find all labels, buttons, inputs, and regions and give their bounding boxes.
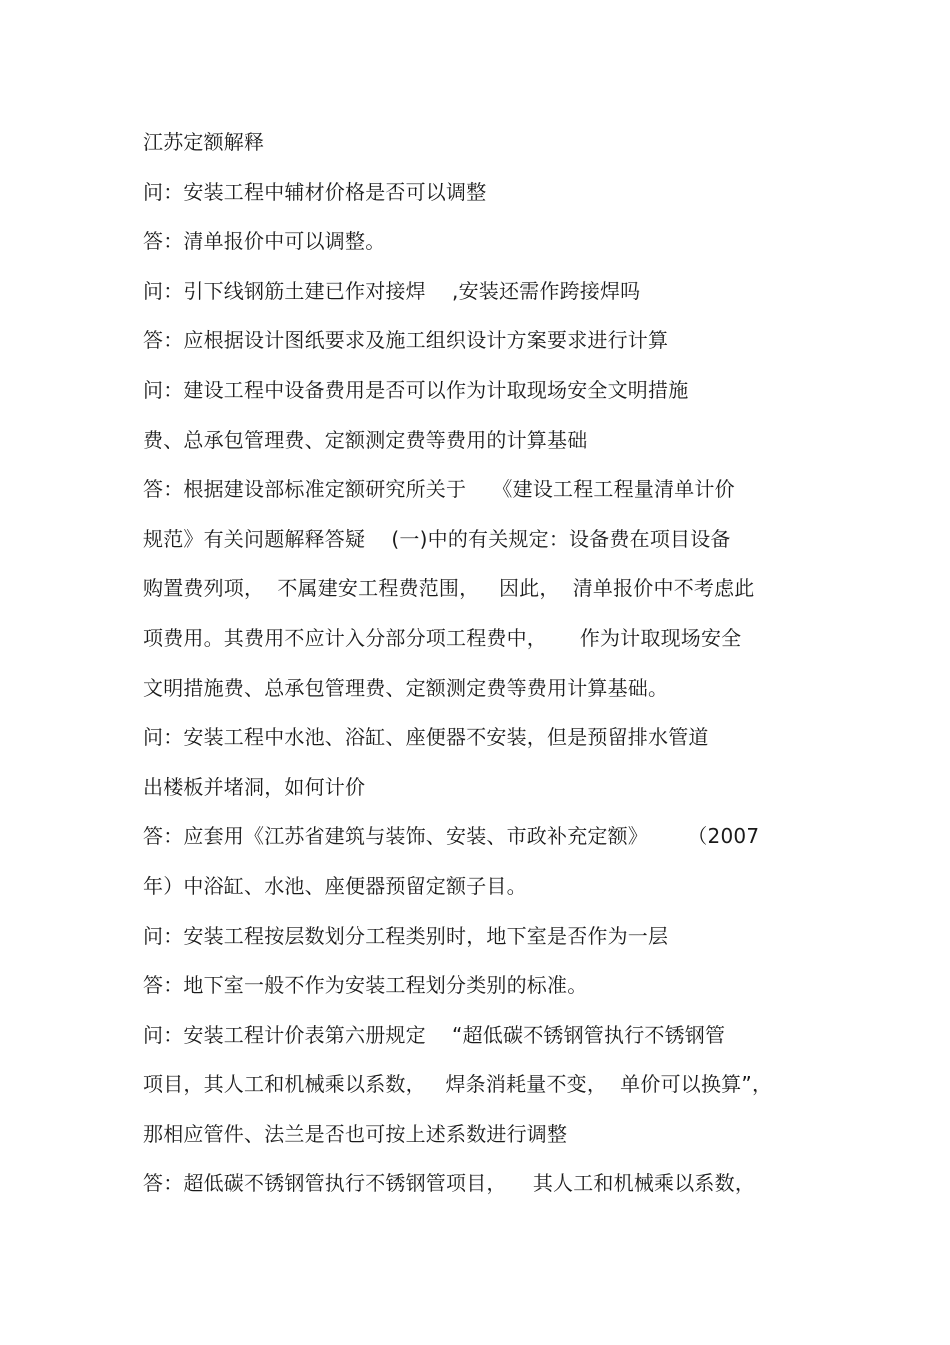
answer-line: 答：应套用《江苏省建筑与装饰、安装、市政补充定额》 （2007 bbox=[143, 824, 760, 849]
document-title: 江苏定额解释 bbox=[143, 130, 265, 154]
answer-line: 答：超低碳不锈钢管执行不锈钢管项目， 其人工和机械乘以系数， bbox=[143, 1171, 756, 1196]
answer-line-continued: 年）中浴缸、水池、座便器预留定额子目。 bbox=[143, 873, 527, 898]
question-line-continued: 出楼板并堵洞，如何计价 bbox=[143, 774, 366, 799]
answer-line: 答：根据建设部标准定额研究所关于 《建设工程工程量清单计价 bbox=[143, 477, 735, 502]
document-body bbox=[143, 128, 843, 1219]
answer-line: 答：地下室一般不作为安装工程划分类别的标准。 bbox=[143, 973, 588, 998]
question-line: 问：引下线钢筋土建已作对接焊 ,安装还需作跨接焊吗 bbox=[143, 278, 641, 303]
answer-line: 答：应根据设计图纸要求及施工组织设计方案要求进行计算 bbox=[143, 328, 669, 353]
answer-line-continued: 购置费列项， 不属建安工程费范围， 因此， 清单报价中不考虑此 bbox=[143, 576, 755, 601]
question-line: 问：安装工程中辅材价格是否可以调整 bbox=[143, 179, 487, 204]
question-line-continued: 费、总承包管理费、定额测定费等费用的计算基础 bbox=[143, 427, 588, 452]
question-line: 问：安装工程按层数划分工程类别时，地下室是否作为一层 bbox=[143, 923, 669, 948]
question-line: 问：建设工程中设备费用是否可以作为计取现场安全文明措施 bbox=[143, 377, 689, 402]
answer-line: 答：清单报价中可以调整。 bbox=[143, 229, 386, 254]
answer-line-continued: 规范》有关问题解释答疑 (一)中的有关规定：设备费在项目设备 bbox=[143, 526, 731, 551]
question-line: 问：安装工程中水池、浴缸、座便器不安装，但是预留排水管道 bbox=[143, 725, 709, 750]
question-line-continued: 项目，其人工和机械乘以系数， 焊条消耗量不变， 单价可以换算”， bbox=[143, 1072, 773, 1097]
answer-line-continued: 文明措施费、总承包管理费、定额测定费等费用计算基础。 bbox=[143, 675, 669, 700]
answer-line-continued: 项费用。其费用不应计入分部分项工程费中， 作为计取现场安全 bbox=[143, 625, 742, 650]
question-line-continued: 那相应管件、法兰是否也可按上述系数进行调整 bbox=[143, 1121, 568, 1146]
question-line: 问：安装工程计价表第六册规定 “超低碳不锈钢管执行不锈钢管 bbox=[143, 1022, 726, 1047]
